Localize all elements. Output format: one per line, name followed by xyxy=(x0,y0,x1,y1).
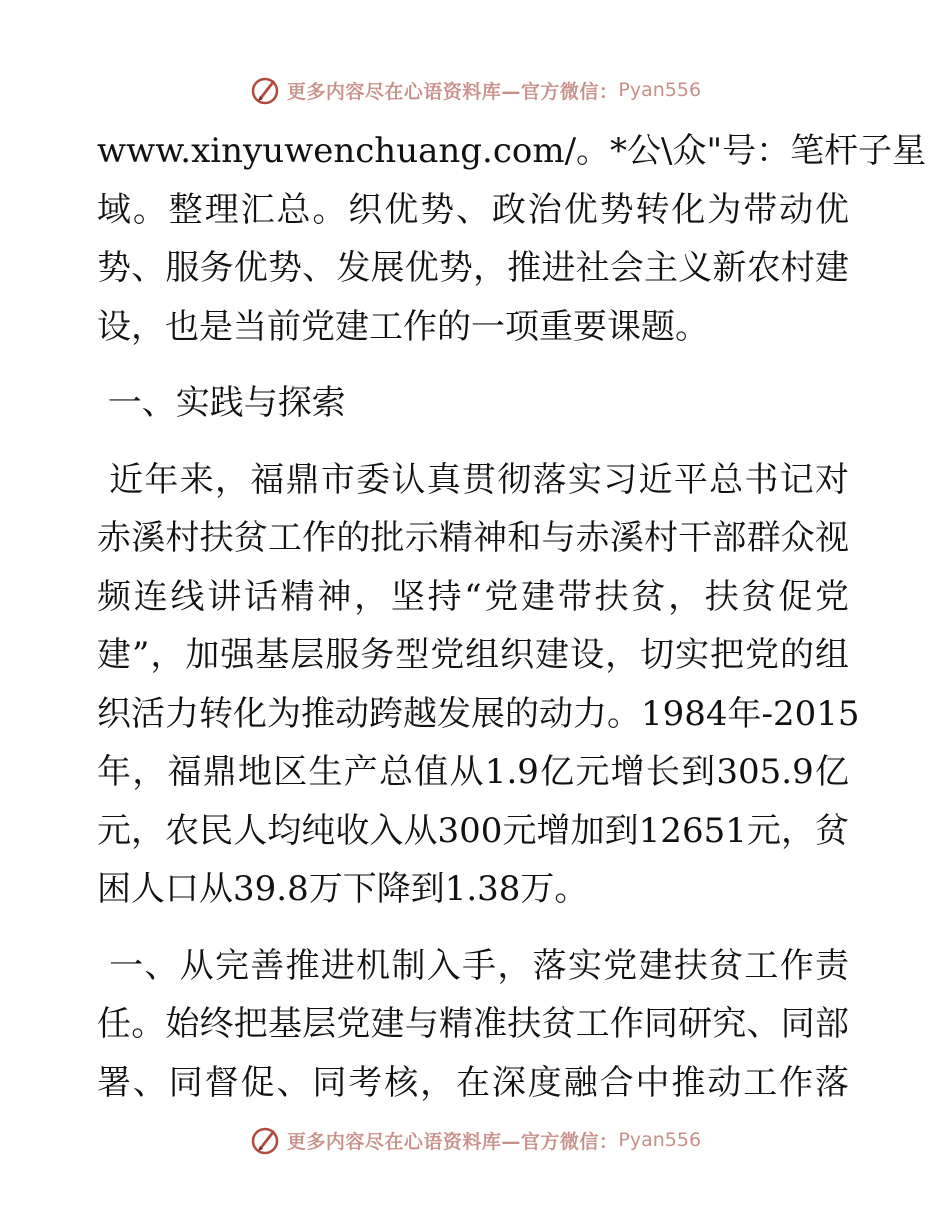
text-line: 署、同督促、同考核，在深度融合中推动工作落 xyxy=(97,1062,849,1103)
heading-line: 一、实践与探索 xyxy=(97,383,346,423)
text-line: 赤溪村扶贫工作的批示精神和与赤溪村干部群众视 xyxy=(97,518,849,558)
text-line: 年，福鼎地区生产总值从1.9亿元增长到305.9亿 xyxy=(97,752,849,792)
paragraph xyxy=(97,122,927,356)
text-line: 织活力转化为推动跨越发展的动力。1984年-2015 xyxy=(97,693,860,734)
section-heading xyxy=(97,374,849,433)
text-line: 元，农民人均纯收入从300元增加到12651元，贫 xyxy=(97,810,849,851)
wechat-id: Pyan556 xyxy=(618,79,702,101)
text-line: 困人口从39.8万下降到1.38万。 xyxy=(97,869,589,909)
text-line: 域。整理汇总。织优势、政治优势转化为带动优 xyxy=(97,189,849,230)
watermark-text: 更多内容尽在心语资料库—官方微信： xyxy=(286,80,619,103)
quill-logo-icon xyxy=(249,74,281,106)
text-line: 近年来，福鼎市委认真贯彻落实习近平总书记对 xyxy=(97,459,849,500)
text-line: 设，也是当前党建工作的一项重要课题。 xyxy=(97,306,709,347)
text-line: 建”，加强基层服务型党组织建设，切实把党的组 xyxy=(97,635,849,675)
text-line: 势、服务优势、发展优势，推进社会主义新农村建 xyxy=(97,248,849,288)
wechat-id: Pyan556 xyxy=(618,1129,702,1151)
quill-logo-icon xyxy=(249,1124,281,1156)
text-line: www.xinyuwenchuang.com/。*公\众"号：笔杆子星 xyxy=(97,131,927,171)
header-watermark xyxy=(0,70,950,110)
paragraph xyxy=(97,451,860,919)
text-line: 频连线讲话精神，坚持“党建带扶贫，扶贫促党 xyxy=(97,576,849,617)
text-line: 任。始终把基层党建与精准扶贫工作同研究、同部 xyxy=(97,1004,849,1044)
watermark-text: 更多内容尽在心语资料库—官方微信： xyxy=(286,1130,619,1153)
document-body xyxy=(97,122,927,1112)
footer-watermark xyxy=(0,1120,950,1160)
text-line: 一、从完善推进机制入手，落实党建扶贫工作责 xyxy=(97,945,849,986)
paragraph xyxy=(97,937,849,1113)
